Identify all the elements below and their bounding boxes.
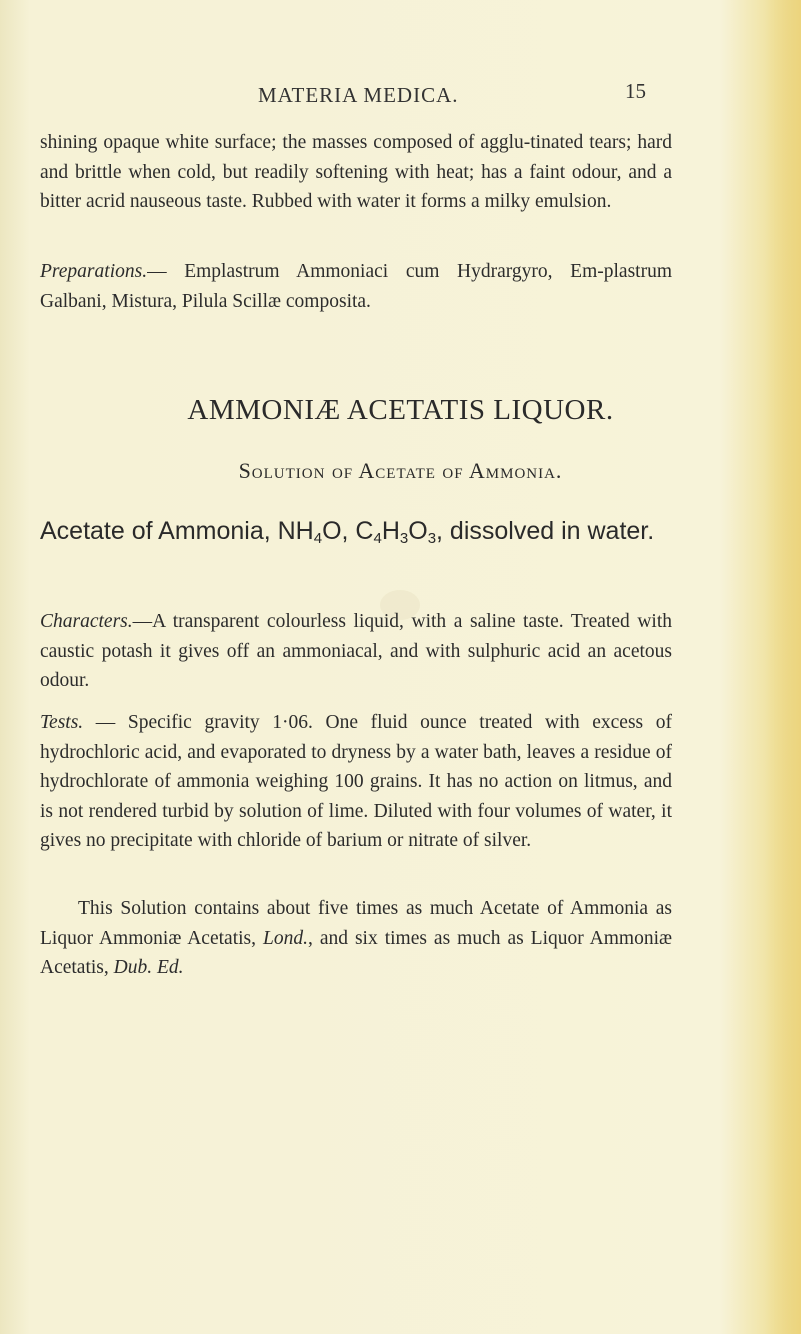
formula-subscript: 4 <box>313 530 323 547</box>
note-ed: Ed. <box>156 957 184 978</box>
paragraph-preparations <box>40 257 672 316</box>
preparations-text: — Emplastrum Ammoniaci cum Hydrargyro, Em-plastrum Galbani, Mistura, Pilula Scillæ composita. <box>40 261 672 312</box>
running-head: MATERIA MEDICA. <box>258 83 459 107</box>
page-number: 15 <box>625 79 646 103</box>
definition-formula <box>40 515 672 548</box>
definition-part: , dissolved in water. <box>436 517 655 545</box>
note-dub: Dub. <box>113 957 153 978</box>
note-text-mid: , and six times as much as Liquor Ammoniæ Acetatis, <box>40 927 673 978</box>
preparations-label: Preparations. <box>40 261 148 282</box>
definition-part: O <box>408 517 428 545</box>
paragraph-characters <box>40 607 672 696</box>
paragraph-description: shining opaque white surface; the masses composed of agglu-tinated tears; hard and brittle when cold, but readily softening with heat; has a faint odour, and a bitter acrid nauseous taste. Rubbed with water it forms a milky emulsion. <box>40 132 672 212</box>
section-title: AMMONIÆ ACETATIS LIQUOR. <box>187 394 614 426</box>
characters-label: Characters. <box>40 611 133 632</box>
formula-subscript: 3 <box>399 530 409 547</box>
page-edge-shading <box>765 0 801 1334</box>
paragraph-note <box>40 894 672 983</box>
tests-text: — Specific gravity 1·06. One fluid ounce treated with excess of hydrochloric acid, and evaporated to dryness by a water bath, leaves a residue of hydrochlorate of ammonia weighing 100 grains. It has no action on litmus, and is not rendered turbid by solution of lime. Diluted with four volumes of water, it gives no precipitate with chloride of barium or nitrate of silver. <box>40 712 672 851</box>
definition-part: O, C <box>322 517 374 545</box>
section-subtitle: Solution of Acetate of Ammonia. <box>238 458 563 483</box>
note-text-start: This Solution contains about five times as much Acetate of Ammonia as Liquor Ammoniæ Acetatis, <box>40 898 672 949</box>
tests-label: Tests. <box>40 712 84 733</box>
definition-part: Acetate of Ammonia, NH <box>40 517 314 545</box>
definition-part: H <box>381 517 400 545</box>
paragraph-tests <box>40 708 672 856</box>
characters-text: —A transparent colourless liquid, with a saline taste. Treated with caustic potash it gives off an ammoniacal, and with sulphuric acid an acetous odour. <box>40 611 672 691</box>
note-lond: Lond. <box>262 927 308 949</box>
formula-subscript: 3 <box>427 530 437 547</box>
formula-subscript: 4 <box>373 530 382 547</box>
